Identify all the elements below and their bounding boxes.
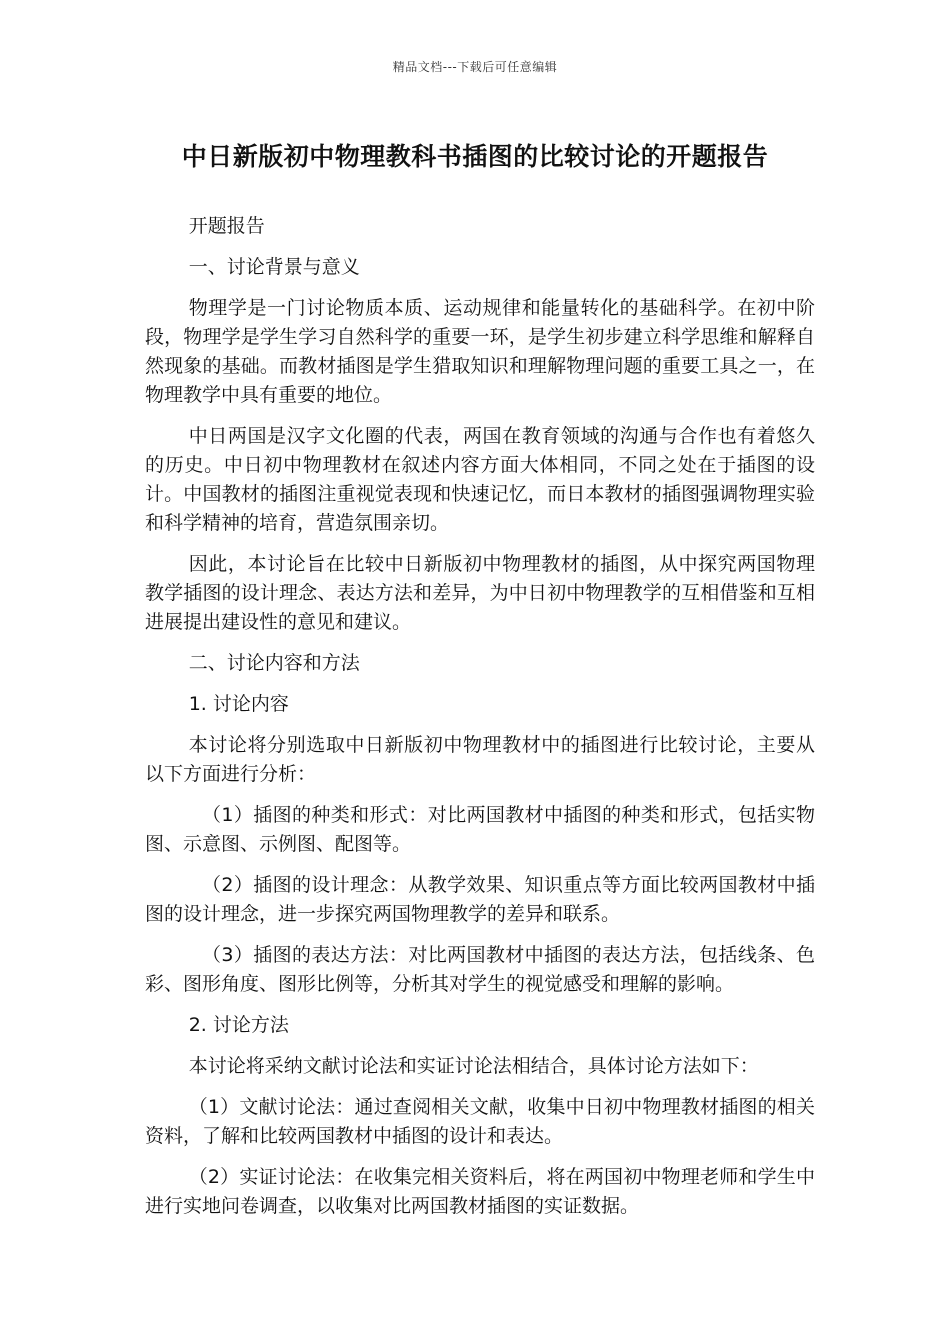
list-item-literature: （1）文献讨论法：通过查阅相关文献，收集中日初中物理教材插图的相关资料，了解和比较两国教材中插图的设计和表达。 <box>145 1096 815 1147</box>
document-title: 中日新版初中物理教科书插图的比较讨论的开题报告 <box>181 142 769 171</box>
header-note: 精品文档---下载后可任意编辑 <box>392 60 558 74</box>
paragraph-content-intro: 本讨论将分别选取中日新版初中物理教材中的插图进行比较讨论，主要从以下方面进行分析： <box>145 734 815 785</box>
section-heading-content-method: 二、讨论内容和方法 <box>188 652 360 674</box>
list-item-design: （2）插图的设计理念：从教学效果、知识重点等方面比较两国教材中插图的设计理念，进一步探究两国物理教学的差异和联系。 <box>145 874 815 925</box>
paragraph-physics-intro: 物理学是一门讨论物质本质、运动规律和能量转化的基础科学。在初中阶段，物理学是学生学习自然科学的重要一环，是学生初步建立科学思维和解释自然现象的基础。而教材插图是学生猎取知识和理解物理问题的重要工具之一，在物理教学中具有重要的地位。 <box>145 297 815 406</box>
report-label: 开题报告 <box>188 215 265 237</box>
list-item-types: （1）插图的种类和形式：对比两国教材中插图的种类和形式，包括实物图、示意图、示例图、配图等。 <box>145 804 815 855</box>
paragraph-china-japan: 中日两国是汉字文化圈的代表，两国在教育领域的沟通与合作也有着悠久的历史。中日初中物理教材在叙述内容方面大体相同，不同之处在于插图的设计。中国教材的插图注重视觉表现和快速记忆，而日本教材的插图强调物理实验和科学精神的培育，营造氛围亲切。 <box>145 425 815 534</box>
document-body <box>145 212 815 1233</box>
list-item-empirical: （2）实证讨论法：在收集完相关资料后，将在两国初中物理老师和学生中进行实地问卷调查，以收集对比两国教材插图的实证数据。 <box>145 1166 815 1217</box>
subheading-content: 1. 讨论内容 <box>188 693 289 715</box>
paragraph-purpose: 因此，本讨论旨在比较中日新版初中物理教材的插图，从中探究两国物理教学插图的设计理念、表达方法和差异，为中日初中物理教学的互相借鉴和互相进展提出建设性的意见和建议。 <box>145 553 815 633</box>
subheading-method: 2. 讨论方法 <box>188 1014 289 1036</box>
list-item-expression: （3）插图的表达方法：对比两国教材中插图的表达方法，包括线条、色彩、图形角度、图形比例等，分析其对学生的视觉感受和理解的影响。 <box>145 944 815 995</box>
paragraph-method-intro: 本讨论将采纳文献讨论法和实证讨论法相结合，具体讨论方法如下： <box>188 1055 759 1077</box>
section-heading-background: 一、讨论背景与意义 <box>188 256 360 278</box>
